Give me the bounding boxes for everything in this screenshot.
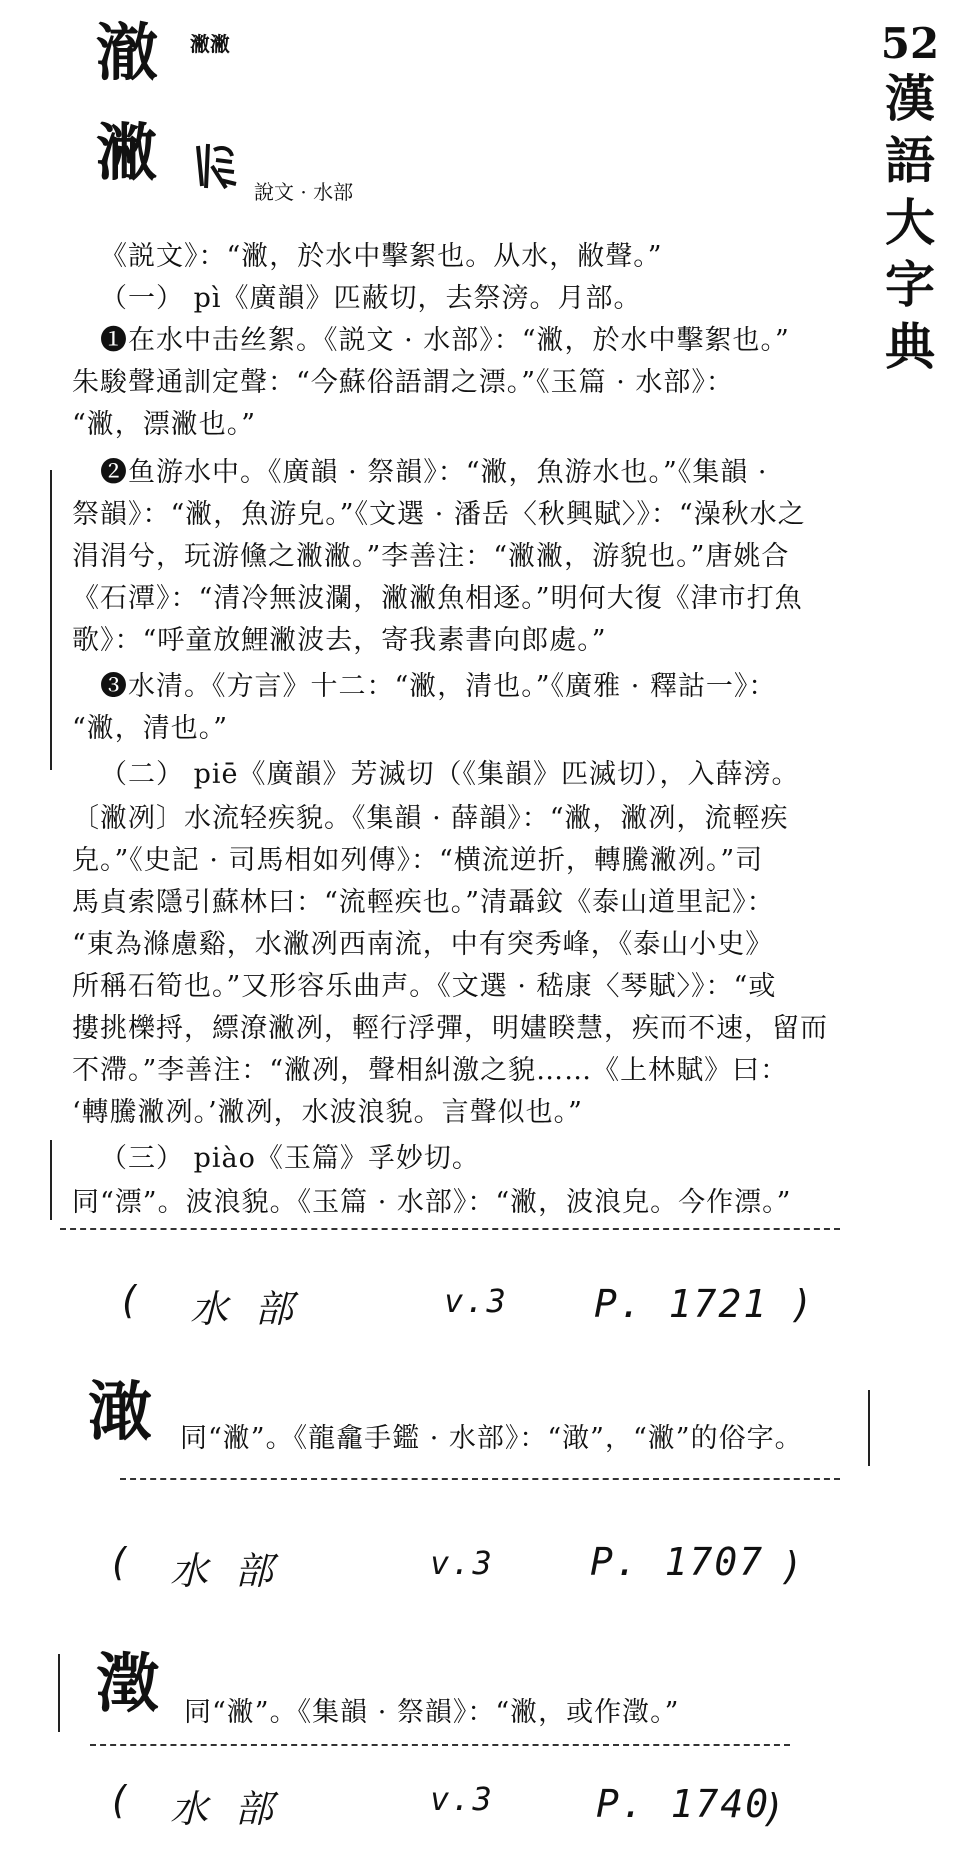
text-line: 同“漂”。波浪貌。《玉篇 · 水部》：“潎，波浪皃。今作漂。” bbox=[72, 1187, 792, 1218]
title-char: 漢 bbox=[885, 69, 935, 128]
hand-paren: ( bbox=[108, 1778, 133, 1822]
text-line: 〔潎冽〕水流轻疾貌。《集韻 · 薛韻》：“潎，潎冽，流輕疾 bbox=[72, 803, 789, 834]
text-line: 摟挑櫟捋，縹潦潎冽，輕行浮彈，明嫿睽慧，疾而不速，留而 bbox=[72, 1013, 828, 1044]
seal-label: 說文 · 水部 bbox=[254, 180, 354, 204]
scan-edge-line bbox=[58, 1654, 60, 1732]
text-line: 不滯。”李善注：“潎冽，聲相糾激之貌……《上林賦》曰： bbox=[72, 1055, 789, 1086]
title-char: 典 bbox=[885, 317, 935, 376]
crop-rule bbox=[90, 1744, 790, 1746]
dictionary-side-title bbox=[880, 20, 940, 378]
hand-volume: v.3 bbox=[444, 1282, 508, 1320]
text-line: ‘轉騰潎冽。’潎冽，水波浪貌。言聲似也。” bbox=[72, 1097, 583, 1128]
hand-paren: ) bbox=[790, 1282, 815, 1326]
hand-radical: 水 部 bbox=[170, 1787, 275, 1831]
entry-text: 同“潎”。《龍龕手鑑 · 水部》：“澉”，“潎”的俗字。 bbox=[180, 1423, 803, 1454]
text-line: ❸水清。《方言》十二：“潎，清也。”《廣雅 · 釋詁一》： bbox=[100, 671, 777, 702]
scan-edge-line bbox=[50, 1140, 52, 1220]
hand-volume: v.3 bbox=[430, 1544, 494, 1582]
text-line: “潎，清也。” bbox=[72, 713, 229, 744]
crop-rule bbox=[60, 1228, 840, 1230]
crop-rule bbox=[120, 1478, 840, 1480]
hand-paren: ) bbox=[780, 1544, 805, 1588]
hand-page: P. 1740 bbox=[596, 1782, 771, 1826]
text-line: 馬貞索隱引蘇林曰：“流輕疾也。”清聶鈫《泰山道里記》： bbox=[72, 887, 775, 918]
text-line: “東為滌慮谿，水潎冽西南流，中有突秀峰，《泰山小史》 bbox=[72, 929, 774, 960]
text-line: 朱駿聲通訓定聲：“今蘇俗語謂之漂。”《玉篇 · 水部》： bbox=[72, 367, 734, 398]
title-char: 大 bbox=[885, 193, 935, 252]
text-line: 《説文》：“潎，於水中擊絮也。从水，敝聲。” bbox=[100, 241, 663, 272]
page-number: 52 bbox=[880, 19, 940, 68]
variant-small: 潎潎 bbox=[190, 32, 230, 56]
scan-edge-line bbox=[50, 470, 52, 770]
text-line: ❶在水中击丝絮。《説文 · 水部》：“潎，於水中擊絮也。” bbox=[100, 325, 790, 356]
text-line: 《石潭》：“清冷無波瀾，潎潎魚相逐。”明何大復《津市打魚 bbox=[72, 583, 803, 614]
hand-paren: ( bbox=[108, 1540, 133, 1584]
entry-text: 同“潎”。《集韻 · 祭韻》：“潎，或作澂。” bbox=[184, 1697, 680, 1728]
hand-page: P. 1707 bbox=[590, 1540, 765, 1584]
hand-page: P. 1721 bbox=[594, 1282, 769, 1326]
text-line: 所稱石筍也。”又形容乐曲声。《文選 · 嵇康〈琴賦〉》：“或 bbox=[72, 971, 777, 1002]
text-line: 涓涓兮，玩游儵之潎潎。”李善注：“潎潎，游貌也。”唐姚合 bbox=[72, 541, 790, 572]
hand-paren: ( bbox=[118, 1278, 143, 1322]
text-line: “潎，漂潎也。” bbox=[72, 409, 257, 440]
headchar-main: 潎 bbox=[96, 116, 159, 189]
text-line: ❷鱼游水中。《廣韻 · 祭韻》：“潎，魚游水也。”《集韻 · bbox=[100, 457, 768, 488]
title-char: 字 bbox=[885, 255, 935, 314]
scan-edge-line bbox=[868, 1390, 870, 1466]
text-line: （二） piē《廣韻》芳滅切（《集韻》匹滅切），入薛滂。 bbox=[100, 759, 800, 790]
title-char: 語 bbox=[885, 131, 935, 190]
hand-radical: 水 部 bbox=[170, 1549, 275, 1593]
text-line: 皃。”《史記 · 司馬相如列傳》：“横流逆折，轉騰潎冽。”司 bbox=[72, 845, 764, 876]
hand-paren: ) bbox=[762, 1786, 787, 1830]
text-line: （三） piào《玉篇》孚妙切。 bbox=[100, 1143, 480, 1174]
headchar-variant: 澂 bbox=[96, 1647, 160, 1722]
hand-volume: v.3 bbox=[430, 1780, 494, 1818]
text-line: 祭韻》：“潎，魚游皃。”《文選 · 潘岳〈秋興賦〉》：“澡秋水之 bbox=[72, 499, 806, 530]
hand-radical: 水 部 bbox=[190, 1287, 295, 1331]
headchar-top: 澈 bbox=[96, 16, 159, 89]
seal-script-icon bbox=[192, 140, 238, 192]
text-line: （一） pì《廣韻》匹蔽切，去祭滂。月部。 bbox=[100, 283, 642, 314]
headchar-variant: 澉 bbox=[88, 1375, 152, 1450]
text-line: 歌》：“呼童放鯉潎波去，寄我素書向郎處。” bbox=[72, 625, 607, 656]
